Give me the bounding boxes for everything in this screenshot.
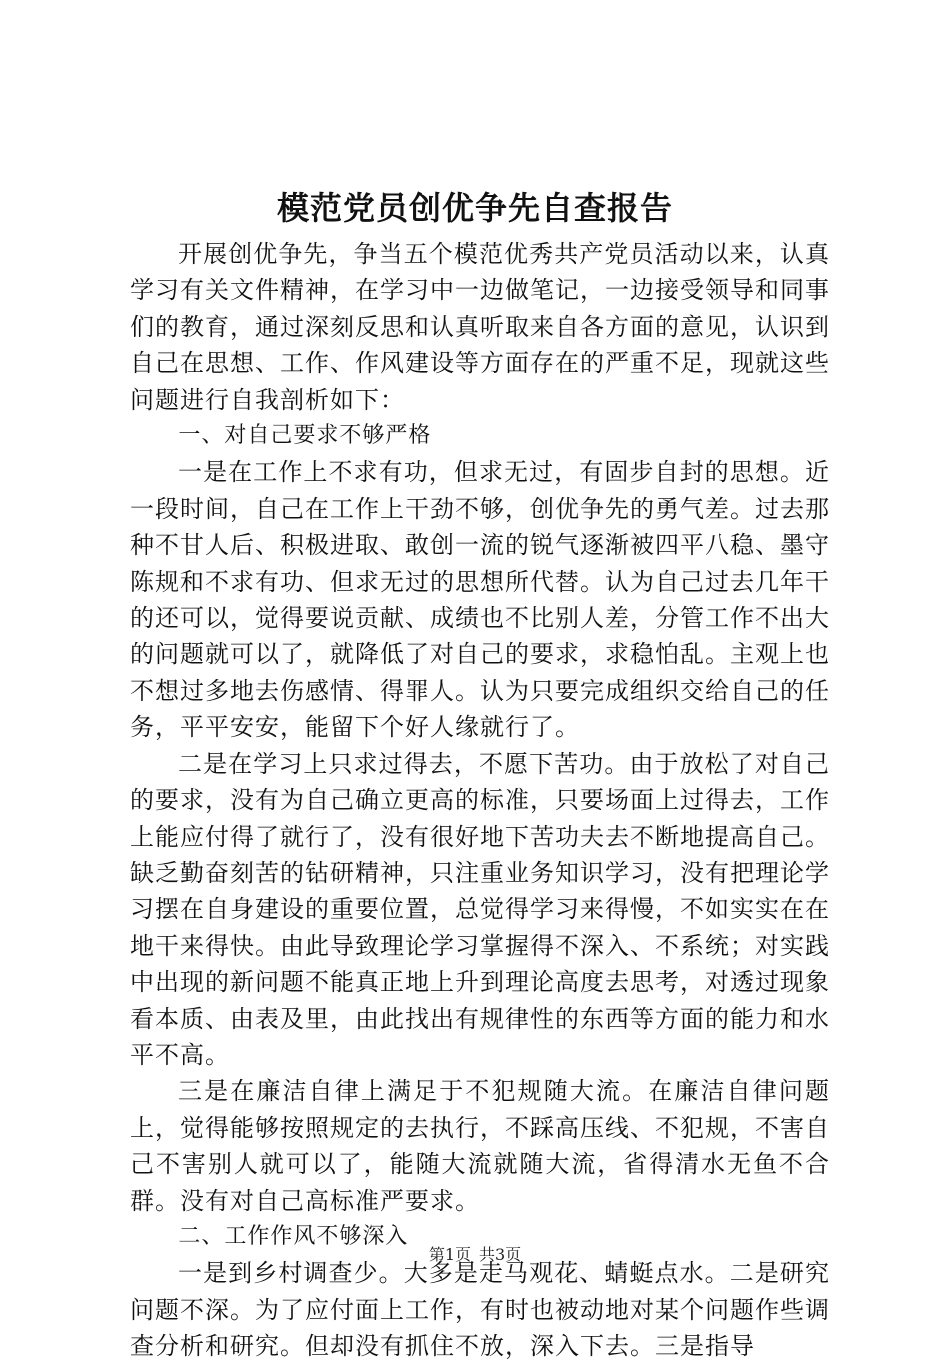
section-heading-2: 二、工作作风不够深入 bbox=[178, 1223, 409, 1249]
section1-paragraph-1: 一是在工作上不求有功，但求无过，有固步自封的思想。近一段时间，自己在工作上干劲不够，创优争先的勇气差。过去那种不甘人后、积极进取、敢创一流的锐气逐渐被四平八稳、墨守陈规和不求有功、但求无过的思想所代替。认为自己过去几年干的还可以，觉得要说贡献、成绩也不比别人差，分管工作不出大的问题就可以了，就降低了对自己的要求，求稳怕乱。主观上也不想过多地去伤感情、得罪人。认为只要完成组织交给自己的任务，平平安安，能留下个好人缘就行了。 bbox=[130, 458, 830, 742]
section1-paragraph-3: 三是在廉洁自律上满足于不犯规随大流。在廉洁自律问题上，觉得能够按照规定的去执行，不踩高压线、不犯规，不害自己不害别人就可以了，能随大流就随大流，省得清水无鱼不合群。没有对自己高标准严要求。 bbox=[130, 1077, 830, 1215]
page-total: 共3页 bbox=[479, 1245, 522, 1264]
section-heading-1: 一、对自己要求不够严格 bbox=[178, 423, 432, 449]
intro-paragraph: 开展创优争先，争当五个模范优秀共产党员活动以来，认真学习有关文件精神，在学习中一边做笔记，一边接受领导和同事们的教育，通过深刻反思和认真听取来自各方面的意见，认识到自己在思想、工作、作风建设等方面存在的严重不足，现就这些问题进行自我剖析如下： bbox=[130, 240, 830, 414]
page-footer bbox=[0, 1245, 950, 1265]
section2-paragraph-1: 一是到乡村调查少。大多是走马观花、蜻蜓点水。二是研究问题不深。为了应付面上工作，有时也被动地对某个问题作些调查分析和研究。但却没有抓住不放，深入下去。三是指导 bbox=[130, 1259, 830, 1361]
document-title: 模范党员创优争先自查报告 bbox=[276, 189, 673, 227]
section1-paragraph-2: 二是在学习上只求过得去，不愿下苦功。由于放松了对自己的要求，没有为自己确立更高的标准，只要场面上过得去，工作上能应付得了就行了，没有很好地下苦功夫去不断地提高自己。缺乏勤奋刻苦的钻研精神，只注重业务知识学习，没有把理论学习摆在自身建设的重要位置，总觉得学习来得慢，不如实实在在地干来得快。由此导致理论学习掌握得不深入、不系统；对实践中出现的新问题不能真正地上升到理论高度去思考，对透过现象看本质、由表及里，由此找出有规律性的东西等方面的能力和水平不高。 bbox=[130, 749, 830, 1069]
document-body bbox=[130, 236, 830, 1365]
page-number: 第1页 bbox=[428, 1245, 471, 1264]
